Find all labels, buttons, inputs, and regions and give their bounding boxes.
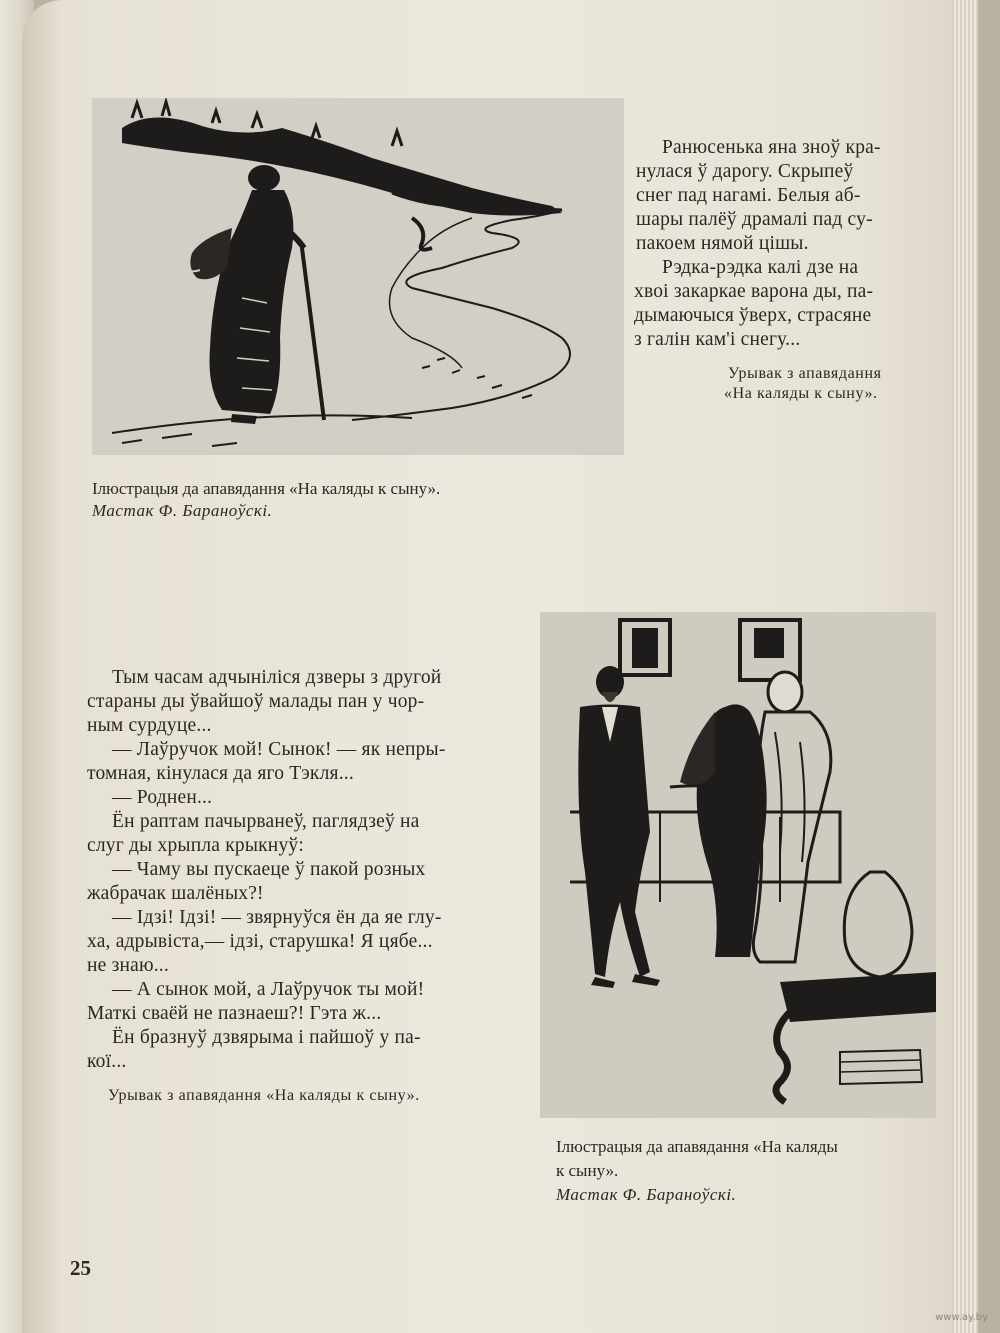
caption-artist: Мастак Ф. Бараноўскі. (556, 1185, 737, 1204)
bottom-excerpt-line: Ён раптам пачырванеў, паглядзеў на (112, 811, 420, 832)
bottom-excerpt-line: ха, адрывіста,— ідзі, старушка! Я цябе... (87, 931, 433, 952)
top-excerpt-line: пакоем нямой цішы. (636, 233, 809, 254)
top-excerpt-source: Урывак з апавядання (728, 365, 882, 382)
top-excerpt-line: дымаючыся ўверх, страсяне (634, 305, 872, 326)
illustration-old-woman-snow-road (92, 98, 624, 455)
bottom-excerpt-line: ным сурдуце... (87, 715, 212, 736)
bottom-excerpt-line: жабрачак шалёных?! (87, 883, 264, 904)
page-number: 25 (70, 1256, 91, 1280)
top-excerpt-line: шары палёў драмалі пад су- (636, 209, 873, 230)
illustration-drawing (540, 612, 936, 1118)
bottom-excerpt-line: не знаю... (87, 955, 169, 976)
illustration-interior-scene (540, 612, 936, 1118)
bottom-excerpt-line: слуг ды хрыпла крыкнуў: (87, 835, 304, 856)
top-excerpt-line: Рэдка-рэдка калі дзе на (662, 257, 859, 278)
bottom-excerpt-line: — Роднен... (112, 787, 213, 808)
top-excerpt-line: нулася ў дарогу. Скрыпеў (636, 161, 854, 182)
watermark: www.ay.by (935, 1312, 988, 1323)
bottom-excerpt-line: Тым часам адчыніліся дзверы з другой (112, 667, 442, 688)
top-excerpt-line: снег пад нагамі. Белыя аб- (636, 185, 861, 206)
bottom-excerpt-line: томная, кінулася да яго Тэкля... (87, 763, 354, 784)
bottom-excerpt-source: Урывак з апавядання «На каляды к сыну». (108, 1087, 420, 1104)
illustration-drawing (92, 98, 624, 455)
bottom-excerpt-line: — Ідзі! Ідзі! — звярнуўся ён да яе глу- (112, 907, 442, 928)
top-excerpt-source: «На каляды к сыну». (724, 385, 878, 402)
caption-text: Ілюстрацыя да апавядання «На каляды к сыну». (92, 479, 441, 498)
top-excerpt-line: хвоі закаркае варона ды, па- (634, 281, 874, 302)
bottom-excerpt-line: — А сынок мой, а Лаўручок ты мой! (112, 979, 425, 1000)
bottom-excerpt-line: Маткі сваёй не пазнаеш?! Гэта ж... (87, 1003, 382, 1024)
page-stack-edge (952, 0, 978, 1333)
caption-text: Ілюстрацыя да апавядання «На каляды (556, 1137, 838, 1156)
bottom-excerpt-line: кої... (87, 1051, 127, 1072)
caption-artist: Мастак Ф. Бараноўскі. (92, 501, 273, 520)
bottom-excerpt-line: — Чаму вы пускаеце ў пакой розных (112, 859, 426, 880)
caption-text: к сыну». (556, 1161, 619, 1180)
bottom-excerpt-line: стараны ды ўвайшоў малады пан у чор- (87, 691, 425, 712)
bottom-excerpt-line: Ён бразнуў дзвярыма і пайшоў у па- (112, 1027, 421, 1048)
top-excerpt-line: з галін кам'і снегу... (634, 329, 801, 350)
bottom-excerpt-line: — Лаўручок мой! Сынок! — як непры- (112, 739, 446, 760)
top-excerpt-line: Ранюсенька яна зноў кра- (662, 137, 881, 158)
